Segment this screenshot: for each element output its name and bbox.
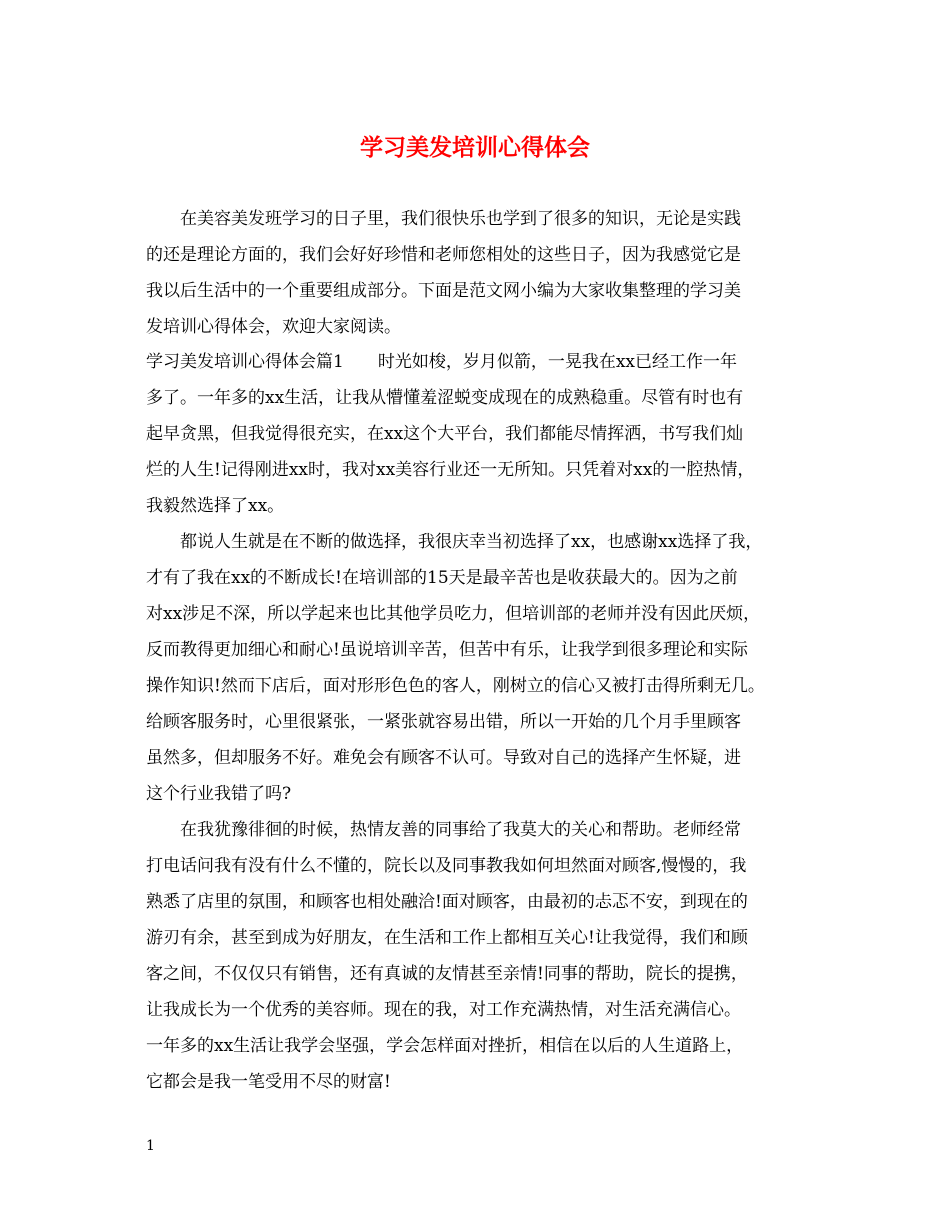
paragraph-line: 让我成长为一个优秀的美容师。现在的我，对工作充满热情，对生活充满信心。 [146,1000,741,1020]
paragraph-line: 在我犹豫徘徊的时候，热情友善的同事给了我莫大的关心和帮助。老师经常 [180,820,741,840]
paragraph-line: 的还是理论方面的，我们会好好珍惜和老师您相处的这些日子，因为我感觉它是 [146,245,741,265]
paragraph-line: 对xx涉足不深，所以学起来也比其他学员吃力，但培训部的老师并没有因此厌烦， [146,604,761,624]
document-title: 学习美发培训心得体会 [360,134,590,161]
paragraph-line: 在美容美发班学习的日子里，我们很快乐也学到了很多的知识，无论是实践 [180,209,741,229]
paragraph-line: 多了。一年多的xx生活，让我从懵懂羞涩蜕变成现在的成熟稳重。尽管有时也有 [146,388,744,408]
paragraph-line: 操作知识!然而下店后，面对形形色色的客人，刚树立的信心又被打击得所剩无几。 [146,676,765,696]
paragraph-line: 我以后生活中的一个重要组成部分。下面是范文网小编为大家收集整理的学习美 [146,281,741,301]
paragraph-line: 发培训心得体会，欢迎大家阅读。 [146,317,401,337]
paragraph-line: 都说人生就是在不断的做选择，我很庆幸当初选择了xx，也感谢xx选择了我， [180,532,763,552]
paragraph-line: 烂的人生!记得刚进xx时，我对xx美容行业还一无所知。只凭着对xx的一腔热情， [146,460,755,480]
paragraph-line: 这个行业我错了吗? [146,784,292,804]
paragraph-line: 一年多的xx生活让我学会坚强，学会怎样面对挫折，相信在以后的人生道路上， [146,1036,744,1056]
paragraph-line: 虽然多，但却服务不好。难免会有顾客不认可。导致对自己的选择产生怀疑，进 [146,748,741,768]
paragraph-line: 它都会是我一笔受用不尽的财富! [146,1072,391,1092]
paragraph-line: 我毅然选择了xx。 [146,496,285,516]
paragraph-line: 熟悉了店里的氛围，和顾客也相处融洽!面对顾客，由最初的忐忑不安，到现在的 [146,892,748,912]
paragraph-line: 学习美发培训心得体会篇1 时光如梭，岁月似箭，一晃我在xx已经工作一年 [146,352,737,372]
paragraph-line: 客之间，不仅仅只有销售，还有真诚的友情甚至亲情!同事的帮助，院长的提携， [146,964,748,984]
paragraph-line: 才有了我在xx的不断成长!在培训部的15天是最辛苦也是收获最大的。因为之前 [146,568,738,588]
paragraph-line: 反而教得更加细心和耐心!虽说培训辛苦，但苦中有乐，让我学到很多理论和实际 [146,640,748,660]
page-number: 1 [146,1138,155,1154]
paragraph-line: 给顾客服务时，心里很紧张，一紧张就容易出错，所以一开始的几个月手里顾客 [146,712,741,732]
paragraph-line: 打电话问我有没有什么不懂的，院长以及同事教我如何坦然面对顾客,慢慢的，我 [146,856,747,876]
paragraph-line: 游刃有余，甚至到成为好朋友，在生活和工作上都相互关心!让我觉得，我们和顾 [146,928,748,948]
paragraph-line: 起早贪黑，但我觉得很充实，在xx这个大平台，我们都能尽情挥洒，书写我们灿 [146,424,744,444]
